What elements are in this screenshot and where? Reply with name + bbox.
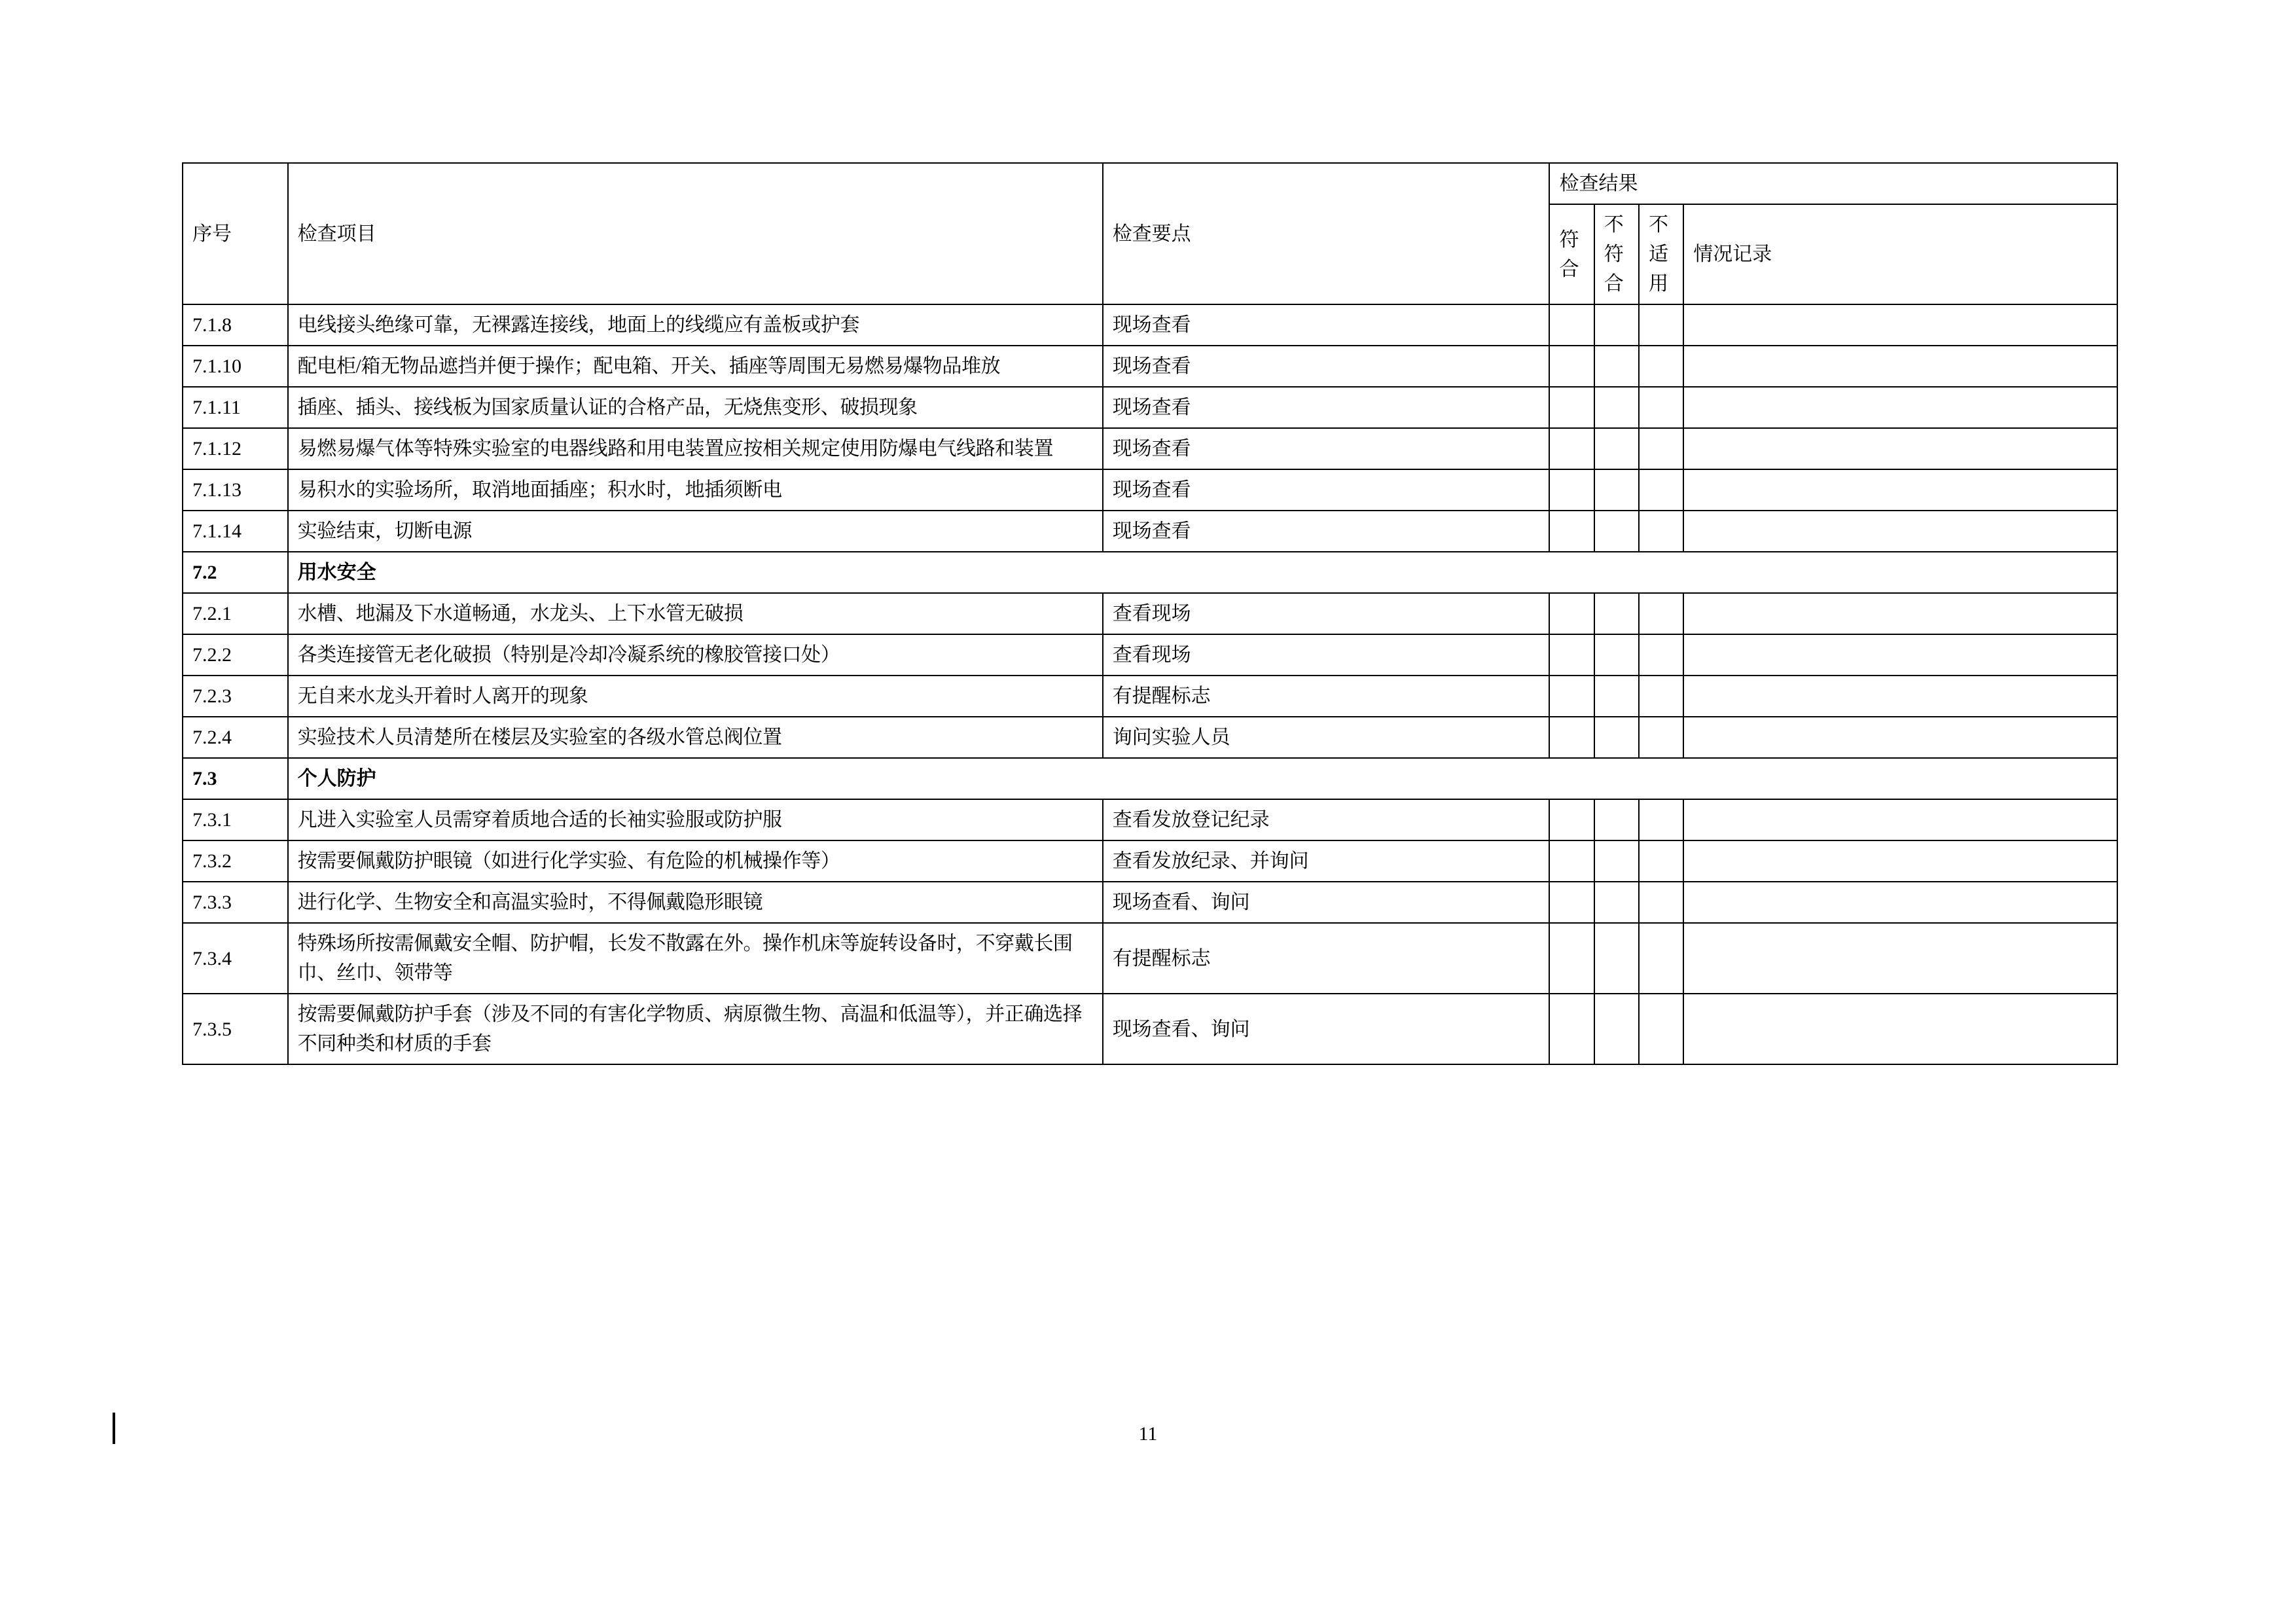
cell-item: 实验结束，切断电源 <box>288 511 1103 552</box>
cell-seq: 7.2.4 <box>183 717 288 758</box>
header-item: 检查项目 <box>288 163 1103 304</box>
cell-conform[interactable] <box>1549 634 1594 676</box>
cell-note[interactable] <box>1683 676 2117 717</box>
cell-note[interactable] <box>1683 717 2117 758</box>
cell-not-applicable[interactable] <box>1639 346 1683 387</box>
cell-point: 现场查看 <box>1103 387 1550 428</box>
cell-nonconform[interactable] <box>1594 840 1639 882</box>
cell-item: 配电柜/箱无物品遮挡并便于操作；配电箱、开关、插座等周围无易燃易爆物品堆放 <box>288 346 1103 387</box>
cell-seq: 7.1.11 <box>183 387 288 428</box>
cell-not-applicable[interactable] <box>1639 799 1683 840</box>
cell-not-applicable[interactable] <box>1639 923 1683 994</box>
cell-note[interactable] <box>1683 428 2117 469</box>
cell-point: 查看发放登记纪录 <box>1103 799 1550 840</box>
cell-point: 有提醒标志 <box>1103 676 1550 717</box>
cell-not-applicable[interactable] <box>1639 676 1683 717</box>
cell-item: 各类连接管无老化破损（特别是冷却冷凝系统的橡胶管接口处） <box>288 634 1103 676</box>
cell-seq: 7.2.1 <box>183 593 288 634</box>
table-header <box>183 163 2117 304</box>
cell-conform[interactable] <box>1549 304 1594 346</box>
header-result-group: 检查结果 <box>1549 163 2117 204</box>
cell-not-applicable[interactable] <box>1639 994 1683 1064</box>
cell-note[interactable] <box>1683 994 2117 1064</box>
cell-seq: 7.2 <box>183 552 288 593</box>
cell-item: 实验技术人员清楚所在楼层及实验室的各级水管总阀位置 <box>288 717 1103 758</box>
cell-point: 查看发放纪录、并询问 <box>1103 840 1550 882</box>
cell-item: 易燃易爆气体等特殊实验室的电器线路和用电装置应按相关规定使用防爆电气线路和装置 <box>288 428 1103 469</box>
table-row <box>183 799 2117 840</box>
cell-nonconform[interactable] <box>1594 511 1639 552</box>
cell-conform[interactable] <box>1549 387 1594 428</box>
cell-conform[interactable] <box>1549 469 1594 511</box>
cell-seq: 7.2.3 <box>183 676 288 717</box>
cell-note[interactable] <box>1683 840 2117 882</box>
section-row <box>183 758 2117 799</box>
cell-point: 查看现场 <box>1103 634 1550 676</box>
cell-note[interactable] <box>1683 511 2117 552</box>
header-conform: 符 合 <box>1549 204 1594 304</box>
cell-point: 现场查看、询问 <box>1103 882 1550 923</box>
table-row <box>183 840 2117 882</box>
cell-item: 进行化学、生物安全和高温实验时，不得佩戴隐形眼镜 <box>288 882 1103 923</box>
cell-note[interactable] <box>1683 799 2117 840</box>
cell-note[interactable] <box>1683 634 2117 676</box>
header-seq: 序号 <box>183 163 288 304</box>
cell-point: 现场查看、询问 <box>1103 994 1550 1064</box>
cell-nonconform[interactable] <box>1594 304 1639 346</box>
cell-not-applicable[interactable] <box>1639 634 1683 676</box>
cell-seq: 7.3.4 <box>183 923 288 994</box>
header-not-applicable: 不 适 用 <box>1639 204 1683 304</box>
cell-conform[interactable] <box>1549 676 1594 717</box>
table-row <box>183 717 2117 758</box>
table-row <box>183 923 2117 994</box>
cell-point: 有提醒标志 <box>1103 923 1550 994</box>
table-row <box>183 676 2117 717</box>
table-row <box>183 428 2117 469</box>
margin-revision-mark <box>113 1413 115 1444</box>
cell-item: 水槽、地漏及下水道畅通，水龙头、上下水管无破损 <box>288 593 1103 634</box>
cell-not-applicable[interactable] <box>1639 882 1683 923</box>
cell-point: 询问实验人员 <box>1103 717 1550 758</box>
cell-item: 特殊场所按需佩戴安全帽、防护帽，长发不散露在外。操作机床等旋转设备时，不穿戴长围巾、丝巾、领带等 <box>288 923 1103 994</box>
cell-item: 按需要佩戴防护手套（涉及不同的有害化学物质、病原微生物、高温和低温等），并正确选择不同种类和材质的手套 <box>288 994 1103 1064</box>
cell-seq: 7.3.5 <box>183 994 288 1064</box>
cell-point: 查看现场 <box>1103 593 1550 634</box>
cell-seq: 7.1.12 <box>183 428 288 469</box>
section-row <box>183 552 2117 593</box>
cell-seq: 7.1.14 <box>183 511 288 552</box>
cell-note[interactable] <box>1683 304 2117 346</box>
cell-item: 无自来水龙头开着时人离开的现象 <box>288 676 1103 717</box>
cell-point: 现场查看 <box>1103 346 1550 387</box>
cell-not-applicable[interactable] <box>1639 840 1683 882</box>
cell-item: 插座、插头、接线板为国家质量认证的合格产品，无烧焦变形、破损现象 <box>288 387 1103 428</box>
cell-seq: 7.2.2 <box>183 634 288 676</box>
cell-seq: 7.3.3 <box>183 882 288 923</box>
cell-not-applicable[interactable] <box>1639 469 1683 511</box>
cell-not-applicable[interactable] <box>1639 717 1683 758</box>
header-nonconform: 不 符 合 <box>1594 204 1639 304</box>
cell-nonconform[interactable] <box>1594 593 1639 634</box>
cell-item: 按需要佩戴防护眼镜（如进行化学实验、有危险的机械操作等） <box>288 840 1103 882</box>
cell-point: 现场查看 <box>1103 511 1550 552</box>
cell-note[interactable] <box>1683 346 2117 387</box>
cell-item: 凡进入实验室人员需穿着质地合适的长袖实验服或防护服 <box>288 799 1103 840</box>
cell-conform[interactable] <box>1549 593 1594 634</box>
cell-conform[interactable] <box>1549 428 1594 469</box>
cell-conform[interactable] <box>1549 840 1594 882</box>
table-row <box>183 387 2117 428</box>
cell-item: 电线接头绝缘可靠，无裸露连接线，地面上的线缆应有盖板或护套 <box>288 304 1103 346</box>
cell-note[interactable] <box>1683 593 2117 634</box>
cell-nonconform[interactable] <box>1594 387 1639 428</box>
cell-seq: 7.1.8 <box>183 304 288 346</box>
cell-conform[interactable] <box>1549 799 1594 840</box>
cell-nonconform[interactable] <box>1594 346 1639 387</box>
table-row <box>183 882 2117 923</box>
table-body <box>183 304 2117 1064</box>
cell-item: 易积水的实验场所，取消地面插座；积水时，地插须断电 <box>288 469 1103 511</box>
header-point: 检查要点 <box>1103 163 1550 304</box>
table-row <box>183 994 2117 1064</box>
cell-nonconform[interactable] <box>1594 923 1639 994</box>
cell-nonconform[interactable] <box>1594 717 1639 758</box>
cell-point: 现场查看 <box>1103 304 1550 346</box>
cell-conform[interactable] <box>1549 882 1594 923</box>
inspection-checklist-table <box>182 162 2118 1065</box>
cell-point: 现场查看 <box>1103 428 1550 469</box>
cell-seq: 7.1.13 <box>183 469 288 511</box>
cell-conform[interactable] <box>1549 511 1594 552</box>
cell-not-applicable[interactable] <box>1639 304 1683 346</box>
table-row <box>183 511 2117 552</box>
cell-nonconform[interactable] <box>1594 882 1639 923</box>
cell-conform[interactable] <box>1549 994 1594 1064</box>
table-row <box>183 593 2117 634</box>
cell-note[interactable] <box>1683 387 2117 428</box>
cell-conform[interactable] <box>1549 923 1594 994</box>
page-number: 11 <box>1138 1423 1158 1445</box>
table-row <box>183 346 2117 387</box>
header-row-top <box>183 163 2117 204</box>
cell-note[interactable] <box>1683 882 2117 923</box>
cell-nonconform[interactable] <box>1594 676 1639 717</box>
cell-not-applicable[interactable] <box>1639 387 1683 428</box>
cell-seq: 7.3 <box>183 758 288 799</box>
cell-seq: 7.1.10 <box>183 346 288 387</box>
table-row <box>183 469 2117 511</box>
cell-not-applicable[interactable] <box>1639 428 1683 469</box>
cell-conform[interactable] <box>1549 717 1594 758</box>
header-note: 情况记录 <box>1683 204 2117 304</box>
cell-nonconform[interactable] <box>1594 469 1639 511</box>
cell-nonconform[interactable] <box>1594 994 1639 1064</box>
cell-nonconform[interactable] <box>1594 799 1639 840</box>
cell-conform[interactable] <box>1549 346 1594 387</box>
table-row <box>183 634 2117 676</box>
cell-seq: 7.3.1 <box>183 799 288 840</box>
cell-note[interactable] <box>1683 469 2117 511</box>
cell-nonconform[interactable] <box>1594 634 1639 676</box>
cell-point: 现场查看 <box>1103 469 1550 511</box>
cell-section-title: 个人防护 <box>288 758 2117 799</box>
table-row <box>183 304 2117 346</box>
cell-nonconform[interactable] <box>1594 428 1639 469</box>
cell-seq: 7.3.2 <box>183 840 288 882</box>
cell-section-title: 用水安全 <box>288 552 2117 593</box>
cell-note[interactable] <box>1683 923 2117 994</box>
cell-not-applicable[interactable] <box>1639 593 1683 634</box>
cell-not-applicable[interactable] <box>1639 511 1683 552</box>
